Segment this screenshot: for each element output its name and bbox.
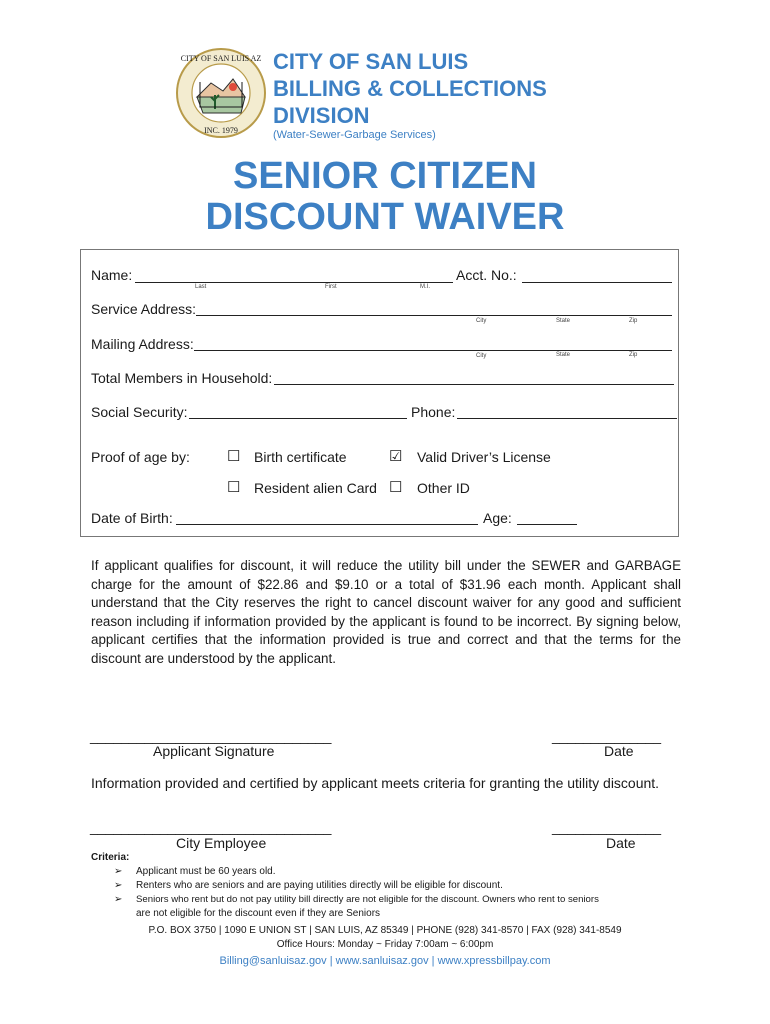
criteria-bullet-3: ➢: [114, 894, 123, 905]
employee-signature-line[interactable]: _______________________________: [90, 819, 332, 835]
drivers-license-checkbox[interactable]: ☑: [389, 448, 403, 465]
terms-paragraph: If applicant qualifies for discount, it will reduce the utility bill under the SEWER and GARBAGE charge for the amount of $22.86 and $9.10 or a total of $31.96 each month. Applicant shall understand that the City reserves the right to cancel discount waiver for any good and sufficient reason including if information provided by the applicant is found to be incorrect. By signing below, applicant certifies that the information provided is true and correct and that the terms for the discount are understood by the applicant.: [91, 558, 681, 666]
ssn-field[interactable]: [189, 418, 407, 419]
service-sub-zip: Zip: [629, 318, 638, 324]
mailing-sub-city: City: [476, 353, 487, 359]
criteria-bullet-1: ➢: [114, 866, 123, 877]
org-line-3: DIVISION: [273, 103, 370, 128]
household-label: Total Members in Household:: [91, 370, 273, 386]
acct-field[interactable]: [522, 282, 672, 283]
name-sub-last: Last: [195, 284, 207, 290]
other-id-label: Other ID: [417, 480, 470, 496]
service-sub-city: City: [476, 318, 487, 324]
phone-label: Phone:: [411, 404, 456, 420]
title-line-1: SENIOR CITIZEN: [232, 155, 538, 197]
services-subtitle: (Water-Sewer-Garbage Services): [273, 129, 436, 141]
birth-certificate-label: Birth certificate: [254, 449, 347, 465]
name-field[interactable]: [135, 282, 453, 283]
employee-date-label: Date: [606, 835, 636, 851]
applicant-date-label: Date: [604, 743, 634, 759]
dob-field[interactable]: [176, 524, 478, 525]
footer-address: P.O. BOX 3750 | 1090 E UNION ST | SAN LUIS, AZ 85349 | PHONE (928) 341-8570 | FAX (928) 341-8549: [148, 925, 622, 936]
service-address-field[interactable]: [196, 315, 672, 316]
mailing-sub-state: State: [556, 352, 571, 358]
employee-date-line[interactable]: ______________: [552, 819, 662, 835]
applicant-signature-line[interactable]: _______________________________: [90, 728, 332, 744]
age-label: Age:: [483, 510, 512, 526]
criteria-item-3: Seniors who rent but do not pay utility bill directly are not eligible for the discount. Owners who rent to seniors: [136, 894, 599, 905]
organization-name: [273, 48, 547, 129]
criteria-item-1: Applicant must be 60 years old.: [136, 866, 276, 877]
criteria-bullet-2: ➢: [114, 880, 123, 891]
drivers-license-label: Valid Driver’s License: [417, 449, 551, 465]
email-link[interactable]: Billing@sanluisaz.gov: [219, 955, 327, 967]
age-field[interactable]: [517, 524, 577, 525]
resident-alien-label: Resident alien Card: [254, 480, 377, 496]
certified-statement: Information provided and certified by applicant meets criteria for granting the utility discount.: [91, 775, 660, 791]
criteria-heading: Criteria:: [91, 852, 130, 863]
service-address-label: Service Address:: [91, 301, 197, 317]
seal-top-text: CITY OF SAN LUIS AZ: [180, 54, 262, 63]
phone-field[interactable]: [457, 418, 677, 419]
service-sub-state: State: [556, 318, 571, 324]
birth-certificate-checkbox[interactable]: ☐: [227, 448, 241, 465]
footer-hours: Office Hours: Monday ~ Friday 7:00am ~ 6:00pm: [276, 939, 494, 950]
org-line-1: CITY OF SAN LUIS: [273, 49, 469, 74]
applicant-signature-label: Applicant Signature: [153, 743, 275, 759]
mailing-address-label: Mailing Address:: [91, 336, 194, 352]
title-line-2: DISCOUNT WAIVER: [205, 196, 565, 238]
criteria-item-2: Renters who are seniors and are paying utilities directly will be eligible for discount.: [136, 880, 503, 891]
footer-sep-1: |: [326, 955, 336, 967]
xpressbillpay-link[interactable]: www.xpressbillpay.com: [437, 955, 551, 967]
footer-links: [0, 955, 770, 967]
ssn-label: Social Security:: [91, 404, 188, 420]
mailing-address-field[interactable]: [194, 350, 672, 351]
seal-bottom-text: INC. 1979: [204, 126, 238, 135]
applicant-date-line[interactable]: ______________: [552, 728, 662, 744]
household-field[interactable]: [274, 384, 674, 385]
name-sub-mi: M.I.: [420, 284, 430, 290]
dob-label: Date of Birth:: [91, 510, 173, 526]
document-title: [0, 156, 770, 238]
mailing-sub-zip: Zip: [629, 352, 638, 358]
website-link[interactable]: www.sanluisaz.gov: [335, 955, 429, 967]
name-sub-first: First: [325, 284, 337, 290]
resident-alien-checkbox[interactable]: ☐: [227, 479, 241, 496]
employee-signature-label: City Employee: [176, 835, 267, 851]
criteria-item-3-cont: are not eligible for the discount even if they are Seniors: [136, 908, 381, 919]
proof-of-age-label: Proof of age by:: [91, 449, 190, 465]
footer-sep-2: |: [428, 955, 438, 967]
other-id-checkbox[interactable]: ☐: [389, 479, 403, 496]
acct-label: Acct. No.:: [456, 267, 517, 283]
org-line-2: BILLING & COLLECTIONS: [273, 76, 547, 101]
city-seal-logo: [175, 47, 267, 139]
name-label: Name:: [91, 267, 133, 283]
applicant-form-box: [80, 249, 679, 537]
